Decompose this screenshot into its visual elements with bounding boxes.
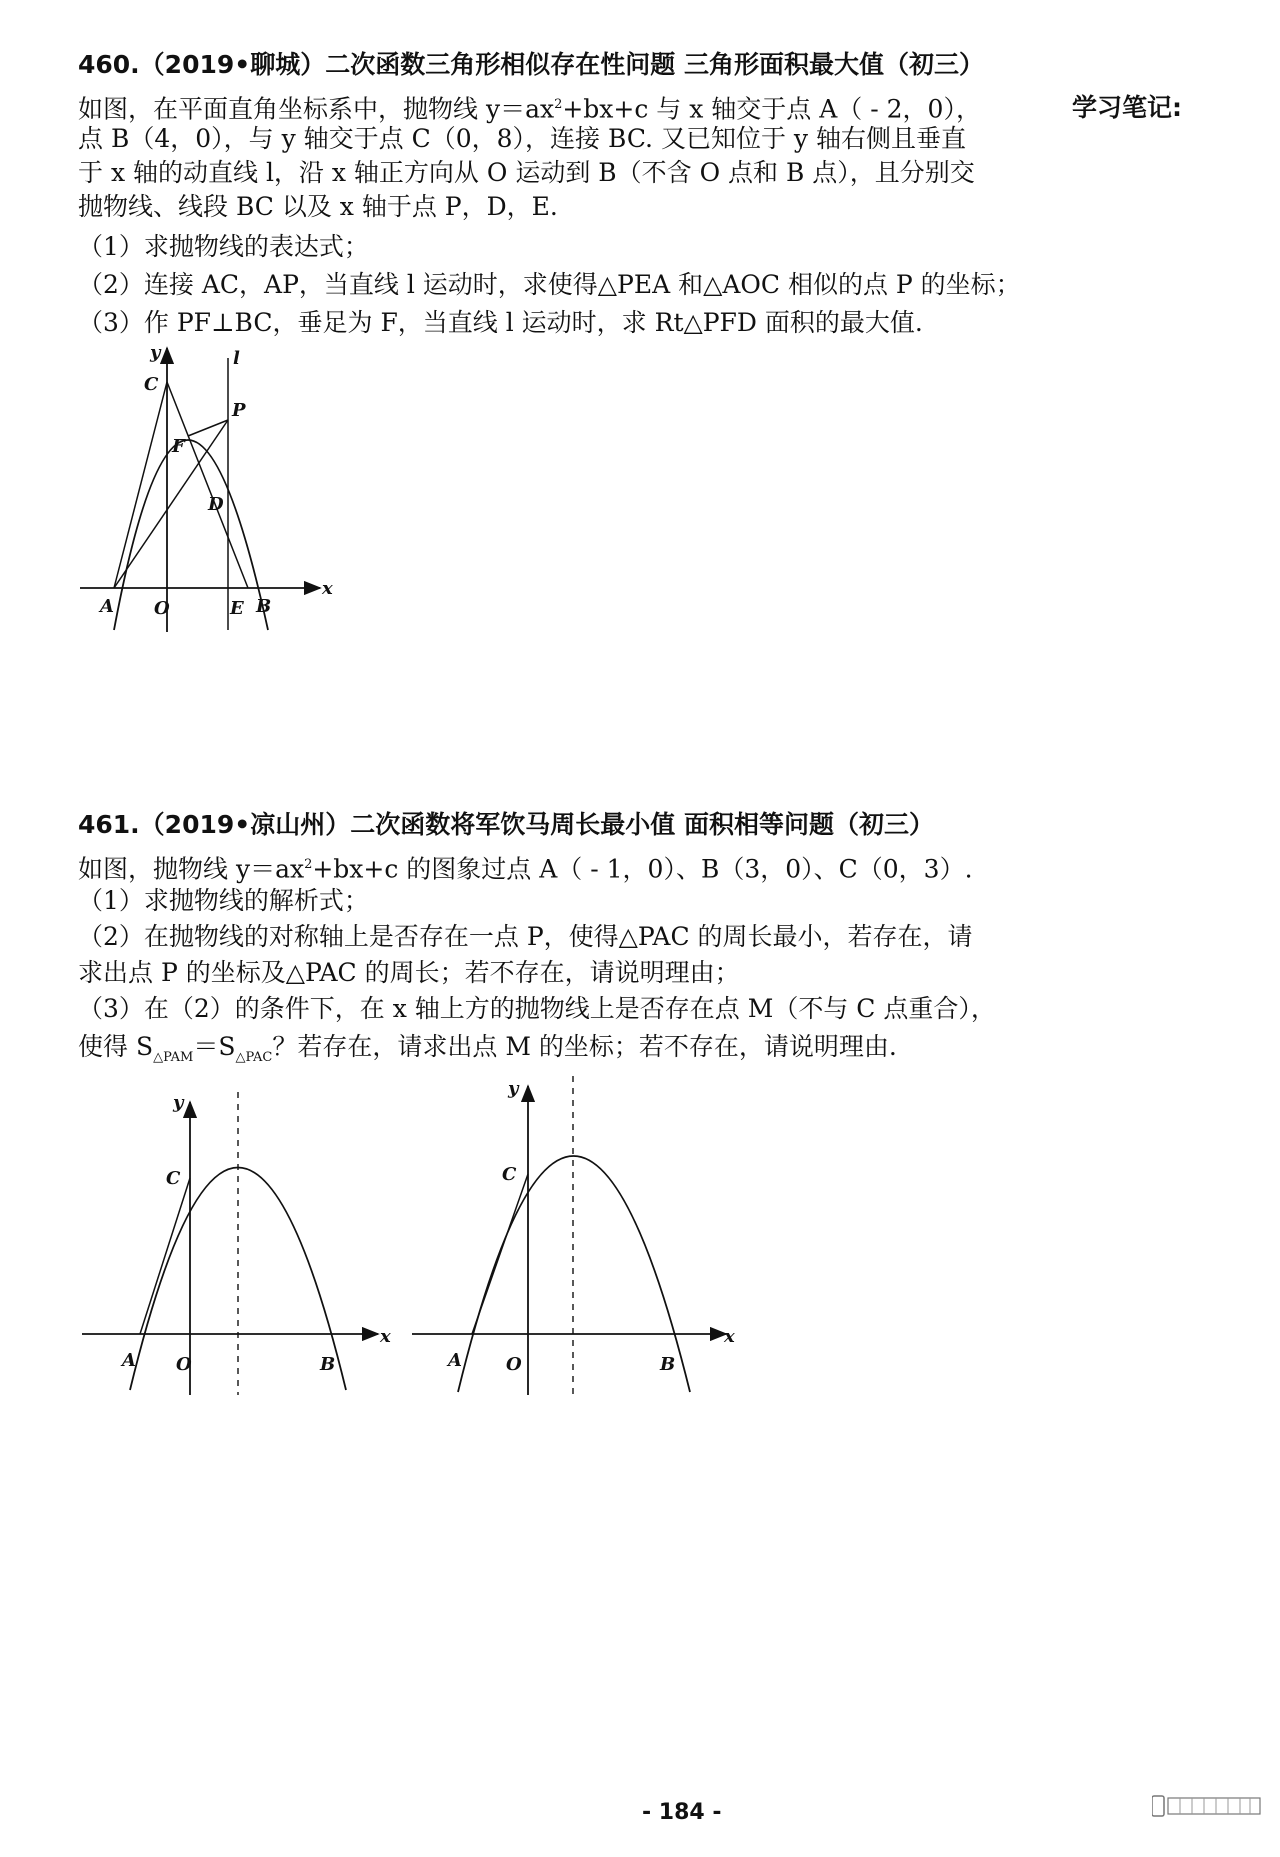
label-y: y bbox=[508, 1078, 519, 1099]
problem-461-question-1: （1）求抛物线的解析式； bbox=[78, 886, 369, 915]
label-o: O bbox=[176, 1354, 192, 1375]
problem-461-question-2a: （2）在抛物线的对称轴上是否存在一点 P，使得△PAC 的周长最小，若存在，请 bbox=[78, 922, 973, 951]
page-tabs-decoration bbox=[1152, 1792, 1267, 1820]
study-notes-label: 学习笔记: bbox=[1072, 93, 1182, 122]
problem-461-title: 461.（2019•凉山州）二次函数将军饮马周长最小值 面积相等问题（初三） bbox=[78, 810, 934, 839]
label-c: C bbox=[502, 1164, 517, 1185]
label-p: P bbox=[232, 400, 246, 421]
problem-461-question-3a: （3）在（2）的条件下，在 x 轴上方的抛物线上是否存在点 M（不与 C 点重合）， bbox=[78, 994, 996, 1023]
figure-461-right bbox=[408, 1070, 738, 1400]
figure-461-left bbox=[78, 1080, 408, 1400]
label-y: y bbox=[150, 342, 161, 363]
problem-461-line-1 bbox=[78, 848, 973, 886]
text-span: +bx+c 与 x 轴交于点 A（ - 2，0）， bbox=[562, 94, 981, 124]
label-d: D bbox=[208, 494, 224, 515]
text-span: 使得 S bbox=[78, 1032, 154, 1061]
label-a: A bbox=[448, 1350, 462, 1371]
superscript: 2 bbox=[304, 857, 313, 872]
label-x: x bbox=[724, 1326, 735, 1347]
figure-460 bbox=[70, 340, 350, 640]
label-c: C bbox=[144, 374, 159, 395]
label-a: A bbox=[122, 1350, 136, 1371]
label-b: B bbox=[256, 596, 272, 617]
label-a: A bbox=[100, 596, 114, 617]
problem-460-line-2: 点 B（4，0），与 y 轴交于点 C（0，8），连接 BC. 又已知位于 y 轴右侧且垂直 bbox=[78, 124, 966, 153]
problem-460-title: 460.（2019•聊城）二次函数三角形相似存在性问题 三角形面积最大值（初三） bbox=[78, 50, 984, 79]
label-l: l bbox=[233, 348, 240, 369]
subscript: △PAC bbox=[235, 1050, 273, 1065]
problem-460-line-3: 于 x 轴的动直线 l，沿 x 轴正方向从 O 运动到 B（不含 O 点和 B 点），且分别交 bbox=[78, 158, 975, 187]
label-x: x bbox=[380, 1326, 391, 1347]
parabola bbox=[114, 440, 268, 630]
label-x: x bbox=[322, 578, 333, 599]
label-e: E bbox=[230, 598, 244, 619]
label-c: C bbox=[166, 1168, 181, 1189]
problem-460-question-2: （2）连接 AC，AP，当直线 l 运动时，求使得△PEA 和△AOC 相似的点 P 的坐标； bbox=[78, 270, 1021, 299]
text-span: 如图，抛物线 y＝ax bbox=[78, 854, 305, 884]
text-span: 如图，在平面直角坐标系中，抛物线 y＝ax bbox=[78, 94, 555, 124]
label-y: y bbox=[173, 1092, 184, 1113]
text-span: ＝S bbox=[193, 1032, 236, 1061]
page-number: - 184 - bbox=[642, 1800, 722, 1825]
problem-460-question-3: （3）作 PF⊥BC，垂足为 F，当直线 l 运动时，求 Rt△PFD 面积的最大值. bbox=[78, 308, 923, 337]
problem-460-line-1 bbox=[78, 88, 981, 126]
problem-461-question-3b bbox=[78, 1030, 897, 1075]
label-o: O bbox=[154, 598, 170, 619]
problem-460-line-4: 抛物线、线段 BC 以及 x 轴于点 P，D，E. bbox=[78, 192, 558, 221]
segment-ac bbox=[114, 382, 167, 588]
segment-ac bbox=[140, 1178, 190, 1334]
text-span: ？若存在，请求出点 M 的坐标；若不存在，请说明理由. bbox=[272, 1032, 897, 1061]
superscript: 2 bbox=[554, 97, 563, 112]
problem-461-question-2b: 求出点 P 的坐标及△PAC 的周长；若不存在，请说明理由； bbox=[78, 958, 740, 987]
label-b: B bbox=[320, 1354, 336, 1375]
text-span: +bx+c 的图象过点 A（ - 1，0）、B（3，0）、C（0，3）. bbox=[312, 854, 973, 884]
label-f: F bbox=[172, 436, 185, 457]
segment-ac bbox=[472, 1174, 528, 1334]
label-b: B bbox=[660, 1354, 676, 1375]
problem-460-question-1: （1）求抛物线的表达式； bbox=[78, 232, 369, 261]
label-o: O bbox=[506, 1354, 522, 1375]
subscript: △PAM bbox=[153, 1050, 194, 1065]
